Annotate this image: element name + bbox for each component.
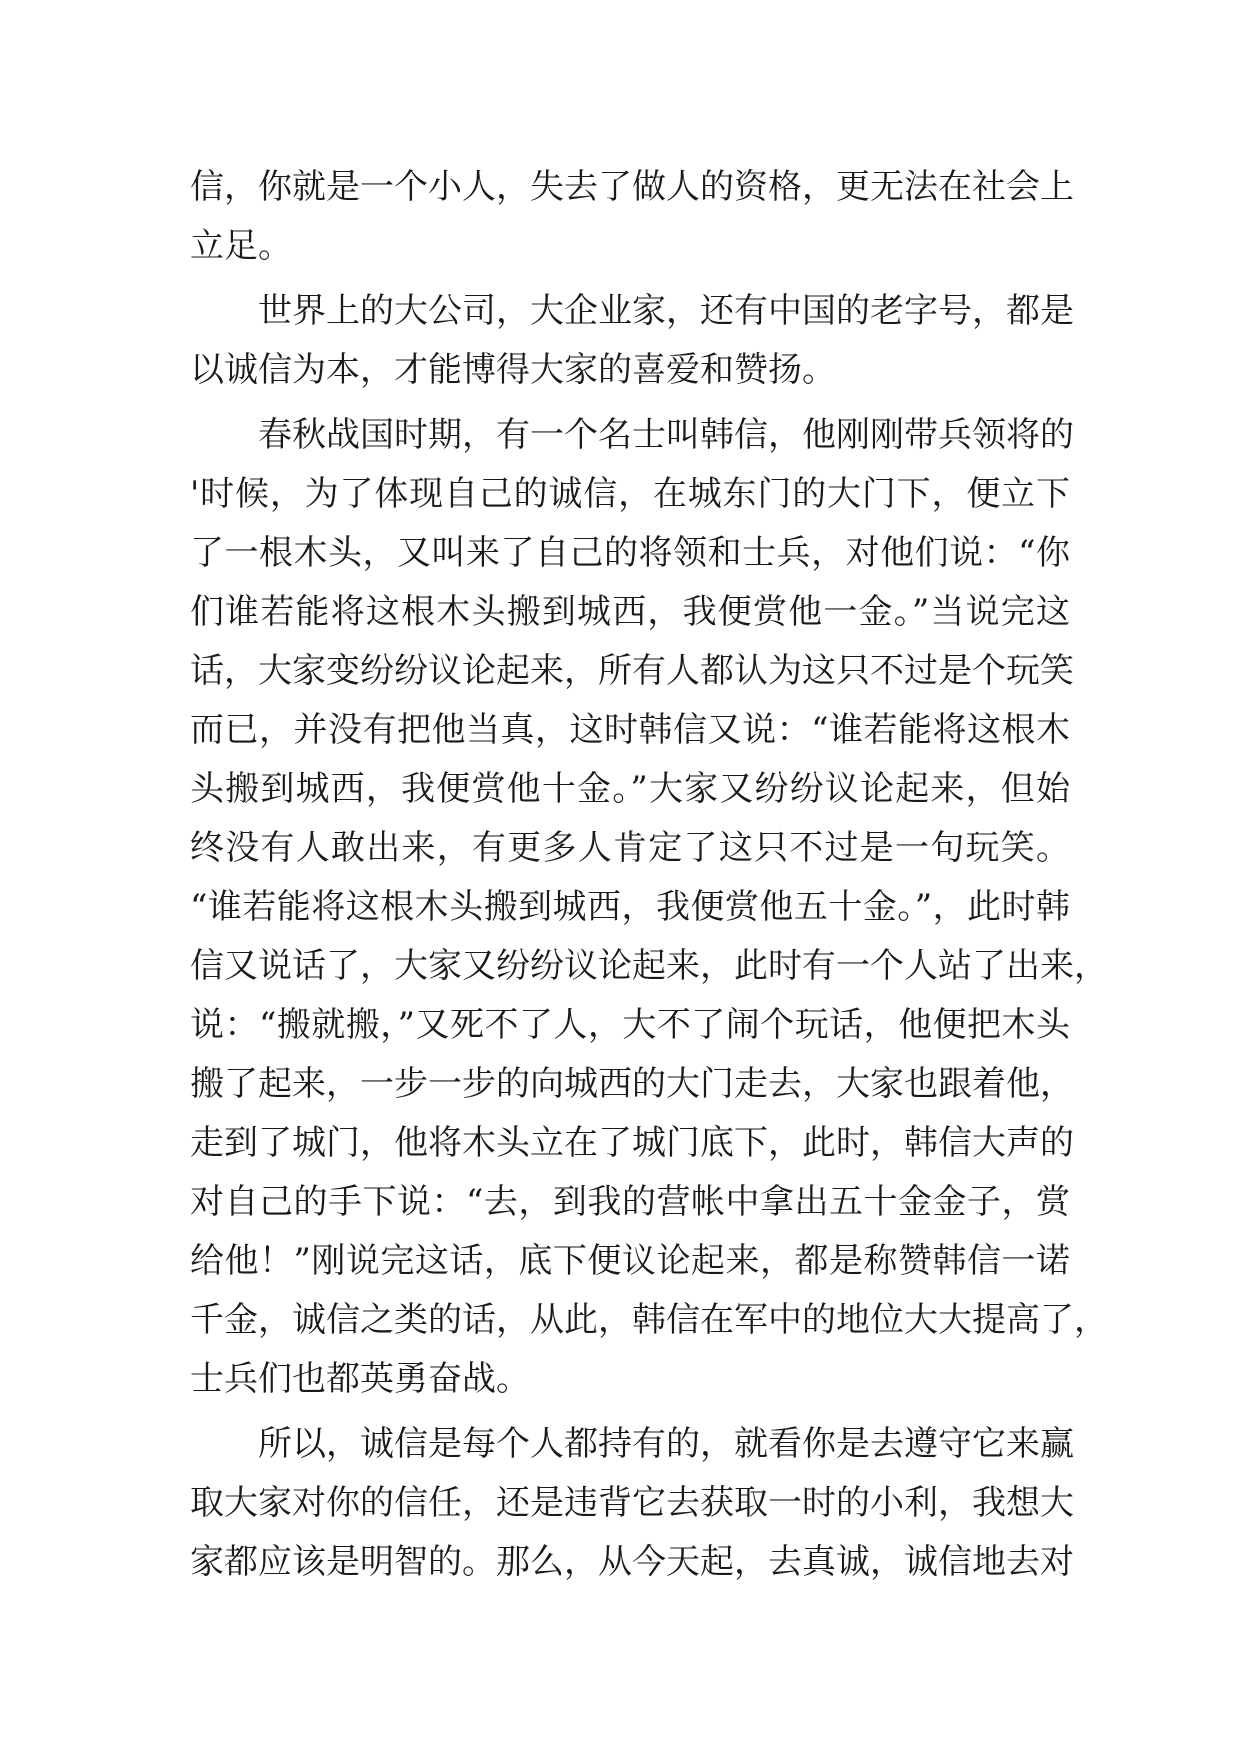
text-line: '时候，为了体现自己的诚信，在城东门的大门下，便立下 bbox=[190, 474, 1070, 514]
text-line: 话，大家变纷纷议论起来，所有人都认为这只不过是个玩笑 bbox=[190, 651, 1074, 691]
text-line: 说：“搬就搬，”又死不了人，大不了闹个玩话，他便把木头 bbox=[190, 1005, 1070, 1045]
text-line: 终没有人敢出来，有更多人肯定了这只不过是一句玩笑。 bbox=[190, 828, 1070, 868]
text-line: 信，你就是一个小人，失去了做人的资格，更无法在社会上 bbox=[190, 167, 1074, 207]
text-line: 了一根木头，又叫来了自己的将领和士兵，对他们说：“你 bbox=[190, 533, 1070, 573]
text-line: 千金，诚信之类的话，从此，韩信在军中的地位大大提高了， bbox=[190, 1300, 1108, 1340]
text-line: 们谁若能将这根木头搬到城西，我便赏他一金。”当说完这 bbox=[190, 592, 1070, 632]
text-line: 搬了起来，一步一步的向城西的大门走去，大家也跟着他， bbox=[190, 1064, 1074, 1104]
text-line: 士兵们也都英勇奋战。 bbox=[190, 1359, 530, 1399]
text-line: 走到了城门，他将木头立在了城门底下，此时，韩信大声的 bbox=[190, 1123, 1074, 1163]
paragraph bbox=[190, 282, 1074, 400]
text-line: 以诚信为本，才能博得大家的喜爱和赞扬。 bbox=[190, 350, 836, 390]
paragraph bbox=[190, 158, 1074, 276]
text-line: 头搬到城西，我便赏他十金。”大家又纷纷议论起来，但始 bbox=[190, 769, 1070, 809]
text-line: 而已，并没有把他当真，这时韩信又说：“谁若能将这根木 bbox=[190, 710, 1070, 750]
document-body bbox=[190, 158, 1108, 1592]
text-line: 取大家对你的信任，还是违背它去获取一时的小利，我想大 bbox=[190, 1483, 1074, 1523]
text-line: 立足。 bbox=[190, 226, 292, 266]
text-line: 春秋战国时期，有一个名士叫韩信，他刚刚带兵领将的 bbox=[258, 415, 1074, 455]
text-line: 给他！”刚说完这话，底下便议论起来，都是称赞韩信一诺 bbox=[190, 1241, 1070, 1281]
paragraph bbox=[190, 1415, 1074, 1592]
text-line: 世界上的大公司，大企业家，还有中国的老字号，都是 bbox=[258, 291, 1074, 331]
text-line: 对自己的手下说：“去，到我的营帐中拿出五十金金子，赏 bbox=[190, 1182, 1070, 1222]
paragraph bbox=[190, 406, 1108, 1409]
text-line: 信又说话了，大家又纷纷议论起来，此时有一个人站了出来， bbox=[190, 946, 1108, 986]
text-line: 所以，诚信是每个人都持有的，就看你是去遵守它来赢 bbox=[258, 1424, 1074, 1464]
text-line: 家都应该是明智的。那么，从今天起，去真诚，诚信地去对 bbox=[190, 1542, 1074, 1582]
text-line: “谁若能将这根木头搬到城西，我便赏他五十金。”，此时韩 bbox=[190, 887, 1070, 927]
